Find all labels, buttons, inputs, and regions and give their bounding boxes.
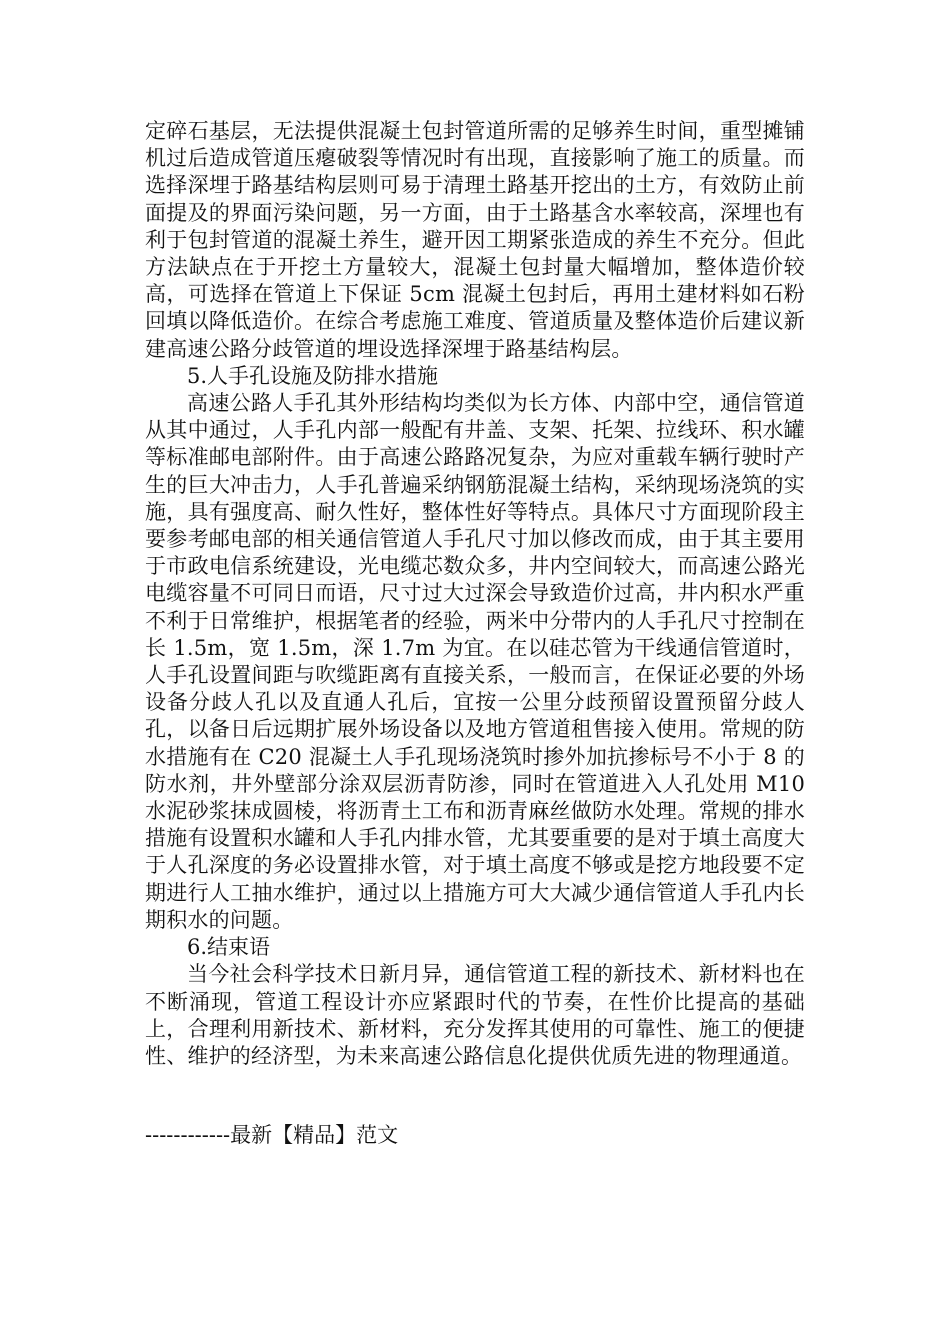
- section-heading-6: 6.结束语: [187, 935, 271, 960]
- document-body: [145, 118, 805, 1070]
- paragraph-manhole: 高速公路人手孔其外形结构均类似为长方体、内部中空，通信管道从其中通过，人手孔内部一般配有井盖、支架、托架、拉线环、积水罐等标准邮电部附件。由于高速公路路况复杂，为应对重载车辆行驶时产生的巨大冲击力，人手孔普遍采纳钢筋混凝土结构，采纳现场浇筑的实施，具有强度高、耐久性好，整体性好等特点。具体尺寸方面现阶段主要参考邮电部的相关通信管道人手孔尺寸加以修改而成，由于其主要用于市政电信系统建设，光电缆芯数众多，井内空间较大，而高速公路光电缆容量不可同日而语，尺寸过大过深会导致造价过高，井内积水严重不利于日常维护，根据笔者的经验，两米中分带内的人手孔尺寸控制在长 1.5m，宽 1.5m，深 1.7m 为宜。在以硅芯管为干线通信管道时，人手孔设置间距与吹缆距离有直接关系，一般而言，在保证必要的外场设备分歧人孔以及直通人孔后，宜按一公里分歧预留设置预留分歧人孔，以备日后远期扩展外场设备以及地方管道租售接入使用。常规的防水措施有在 C20 混凝土人手孔现场浇筑时掺外加抗掺标号不小于 8 的防水剂，井外壁部分涂双层沥青防渗，同时在管道进入人孔处用 M10 水泥砂浆抹成圆棱，将沥青土工布和沥青麻丝做防水处理。常规的排水措施有设置积水罐和人手孔内排水管，尤其要重要的是对于填土高度大于人孔深度的务必设置排水管，对于填土高度不够或是挖方地段要不定期进行人工抽水维护，通过以上措施方可大大减少通信管道人手孔内长期积水的问题。: [145, 391, 805, 932]
- paragraph-continued: 定碎石基层，无法提供混凝土包封管道所需的足够养生时间，重型摊铺机过后造成管道压瘪破裂等情况时有出现，直接影响了施工的质量。而选择深埋于路基结构层则可易于清理土路基开挖出的土方，有效防止前面提及的界面污染问题，另一方面，由于土路基含水率较高，深埋也有利于包封管道的混凝土养生，避开因工期紧张造成的养生不充分。但此方法缺点在于开挖土方量较大，混凝土包封量大幅增加，整体造价较高，可选择在管道上下保证 5cm 混凝土包封后，再用土建材料如石粉回填以降低造价。在综合考虑施工难度、管道质量及整体造价后建议新建高速公路分歧管道的埋设选择深埋于路基结构层。: [145, 119, 805, 361]
- footer-tagline: ------------最新【精品】范文: [145, 1123, 399, 1147]
- paragraph-conclusion: 当今社会科学技术日新月异，通信管道工程的新技术、新材料也在不断涌现，管道工程设计亦应紧跟时代的节奏，在性价比提高的基础上，合理利用新技术、新材料，充分发挥其使用的可靠性、施工的便捷性、维护的经济型，为未来高速公路信息化提供优质先进的物理通道。: [145, 962, 805, 1068]
- section-heading-5: 5.人手孔设施及防排水措施: [187, 363, 439, 388]
